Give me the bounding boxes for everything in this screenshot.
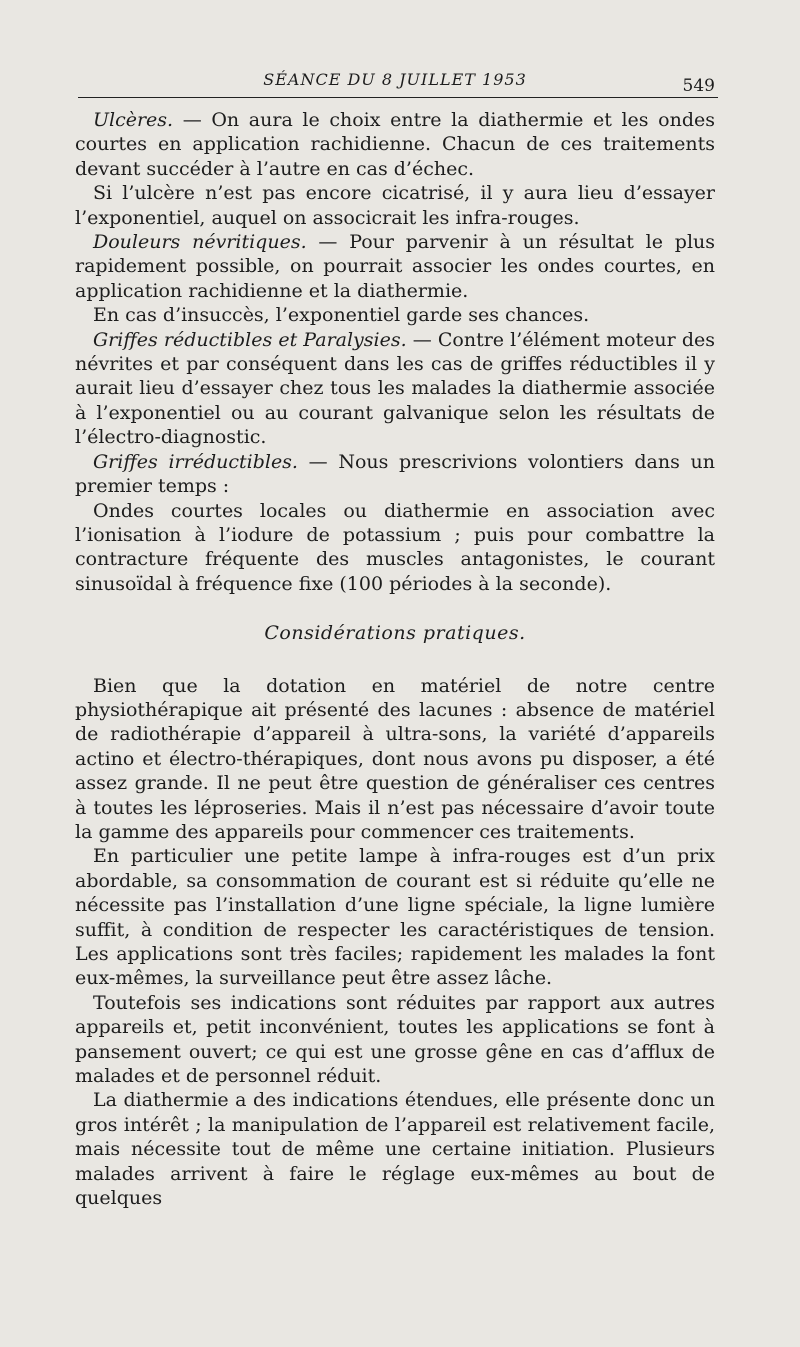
paragraph-text: En cas d’insuccès, l’exponentiel garde ses chances. (93, 304, 590, 327)
paragraph-lead: Griffes réductibles et Paralysies. (93, 328, 407, 351)
paragraph-lead: Griffes irréductibles. (93, 450, 298, 473)
paragraph-text: — Contre l’élément moteur des névrites et par conséquent dans les cas de griffes réductibles il y aurait lieu d’essayer chez tous les malades la diathermie associée à l’exponentiel ou au courant galvanique selon les résultats de l’électro-diagnostic. (75, 328, 715, 449)
paragraph (75, 108, 715, 181)
paragraph-text: En particulier une petite lampe à infra-rouges est d’un prix abordable, sa consommation de courant est si réduite qu’elle ne nécessite pas l’installation d’une ligne spéciale, la ligne lumière suffit, à condition de respecter les caractéristiques de tension. Les applications sont très faciles; rapidement les malades la font eux-mêmes, la surveillance peut être assez lâche. (75, 845, 715, 990)
paragraph-text: Si l’ulcère n’est pas encore cicatrisé, il y aura lieu d’essayer l’exponentiel, auquel on associcrait les infra-rouges. (75, 182, 715, 229)
page-number: 549 (682, 76, 715, 96)
paragraph (75, 450, 715, 499)
section-heading: Considérations pratiques. (264, 622, 526, 645)
paragraph-text: — Pour parvenir à un résultat le plus rapidement possible, on pourrait associer les ondes courtes, en application rachidienne et la diathermie. (75, 231, 716, 302)
paragraph (75, 303, 715, 327)
paragraph-lead: Ulcères. (93, 109, 174, 131)
page-header (75, 70, 715, 96)
paragraph (75, 328, 715, 450)
paragraph-lead: Douleurs névritiques. (93, 231, 307, 254)
paragraph (75, 674, 715, 845)
paragraph (75, 844, 715, 990)
paragraph-text: Bien que la dotation en matériel de notre centre physiothérapique ait présenté des lacunes : absence de matériel de radiothérapie d’appareil à ultra-sons, la variété d’appareils actino et électro-thérapiques, dont nous avons pu disposer, a été assez grande. Il ne peut être question de généraliser ces centres à toutes les léproseries. Mais il n’est pas nécessaire d’avoir toute la gamme des appareils pour commencer ces traitements. (75, 674, 715, 843)
body-text (75, 108, 715, 1210)
paragraph-text: Ondes courtes locales ou diathermie en association avec l’ionisation à l’iodure de potassium ; puis pour combattre la contracture fréquente des muscles antagonistes, le courant sinusoïdal à fréquence fixe (100 périodes à la seconde). (75, 499, 715, 595)
running-title: SÉANCE DU 8 JUILLET 1953 (263, 70, 527, 89)
paragraph-text: Toutefois ses indications sont réduites par rapport aux autres appareils et, petit inconvénient, toutes les applications se font à pansement ouvert; ce qui est une grosse gêne en cas d’afflux de malades et de personnel réduit. (75, 991, 715, 1088)
paragraph (75, 230, 715, 303)
paragraph-text: — On aura le choix entre la diathermie et les ondes courtes en application rachidienne. Chacun de ces traitements devant succéder à l’autre en cas d’échec. (75, 109, 715, 180)
paragraph (75, 181, 715, 230)
paragraph-text: — Nous prescrivions volontiers dans un premier temps : (75, 450, 715, 498)
paragraph-text: La diathermie a des indications étendues, elle présente donc un gros intérêt ; la manipulation de l’appareil est relativement facile, mais nécessite tout de même une certaine initiation. Plusieurs malades arrivent à faire le réglage eux-mêmes au bout de quelques (75, 1089, 715, 1210)
header-rule (78, 97, 718, 98)
paragraph (75, 499, 715, 597)
paragraph (75, 1088, 715, 1210)
paragraph (75, 991, 715, 1089)
